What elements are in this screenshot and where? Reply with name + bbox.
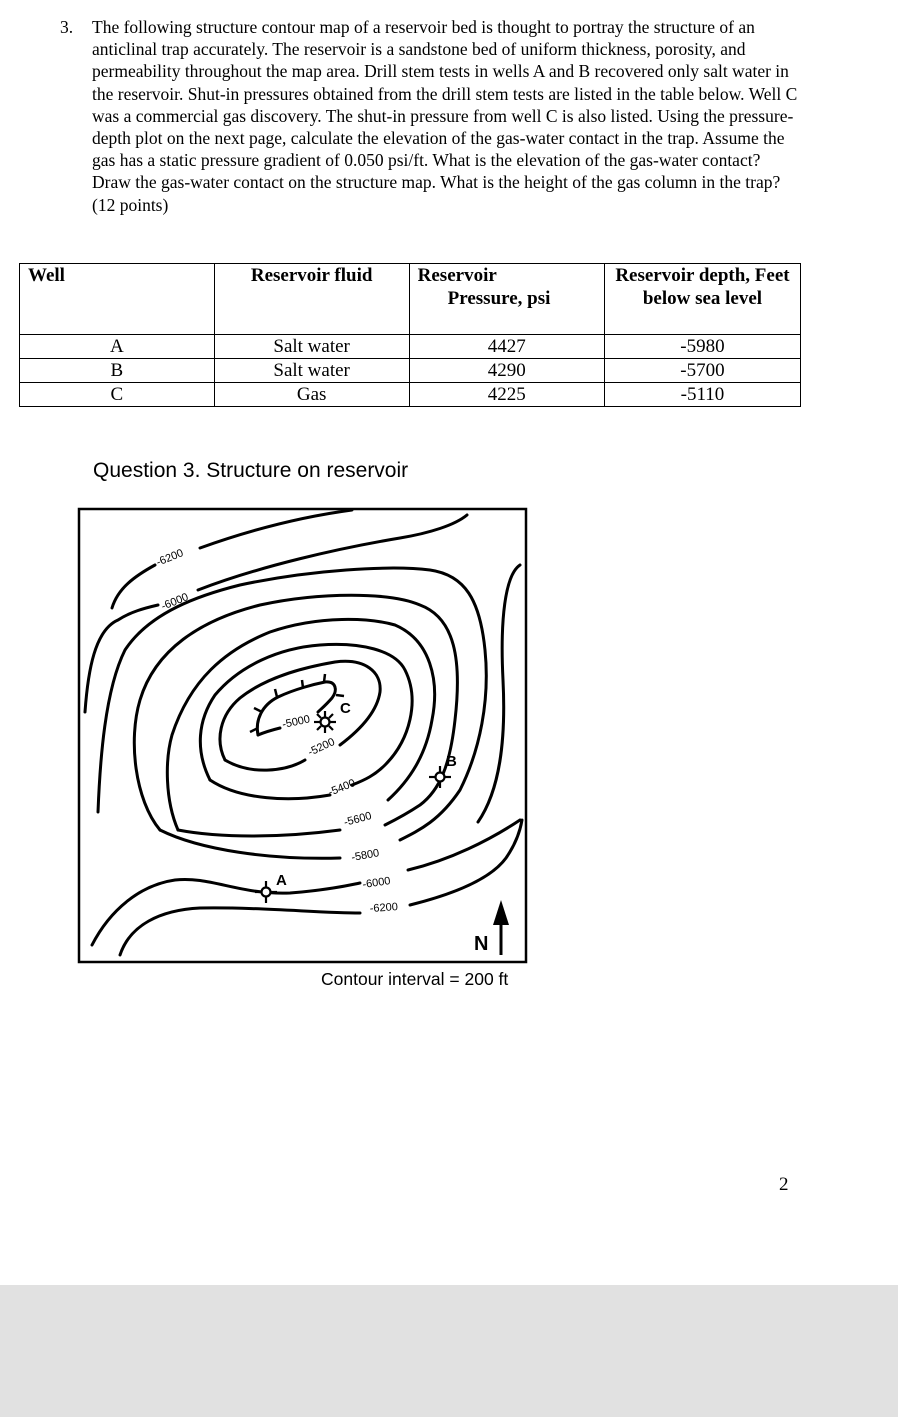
contour-line [258,728,280,735]
cell-fluid: Salt water [214,359,409,383]
contour-line [410,820,522,905]
cell-depth: -5980 [604,335,800,359]
cell-pressure: 4225 [409,383,604,407]
cell-well: B [20,359,215,383]
contour-label: -6000 [159,591,191,613]
contour-line [200,510,352,548]
well-symbol-c [314,711,336,733]
contour-label: -5000 [281,713,312,731]
contour-line [198,515,467,590]
header-pressure-line2: Pressure, psi [447,288,551,309]
question-number: 3. [60,17,74,37]
well-label-a: A [276,872,287,889]
map-frame [79,509,526,962]
well-label-b: B [446,753,457,770]
cell-depth: -5110 [604,383,800,407]
header-pressure [409,264,604,335]
table-header-row [20,264,801,335]
cell-pressure: 4427 [409,335,604,359]
contour-line [178,830,340,836]
contour-label: -5800 [350,847,381,864]
contour-line [120,908,360,955]
header-fluid: Reservoir fluid [214,264,409,335]
cell-pressure: 4290 [409,359,604,383]
contour-label: -5600 [342,810,373,829]
contour-interval-note: Contour interval = 200 ft [321,969,509,989]
well-data-table [19,263,801,407]
contour-label: -5400 [326,777,358,799]
well-symbol-a [255,881,277,903]
contour-line [225,760,305,770]
page-number: 2 [779,1174,789,1195]
cell-well: A [20,335,215,359]
table-row [20,383,801,407]
cell-well: C [20,383,215,407]
structure-contour-map [70,500,540,970]
header-well: Well [20,264,215,335]
contour-line [210,780,330,799]
contour-line [134,595,457,830]
table-row [20,359,801,383]
cell-depth: -5700 [604,359,800,383]
contour-line [220,661,380,760]
question-text: The following structure contour map of a reservoir bed is thought to portray the structure of an anticlinal trap accurately. The reservoir is a sandstone bed of uniform thickness, porosity, and permeability throughout the map area. Drill stem tests in wells A and B recovered only salt water in the reservoir. Shut-in pressures obtained from the drill stem tests are listed in the table below. Well C was a commercial gas discovery. The shut-in pressure from well C is also listed. Using the pressure-depth plot on the next page, calculate the elevation of the gas-water contact in the trap. Assume the gas has a static pressure gradient of 0.050 psi/ft. What is the elevation of the gas-water contact? Draw the gas-water contact on the structure map. What is the height of the gas column in the trap? (12 points) [92,17,798,215]
contour-label: -6200 [369,901,399,915]
table-row [20,335,801,359]
page-footer-band [0,1285,898,1417]
cell-fluid: Gas [214,383,409,407]
cell-fluid: Salt water [214,335,409,359]
contour-label: -5200 [306,735,337,759]
figure-title: Question 3. Structure on reservoir [93,459,409,482]
contour-label: -6200 [154,547,186,569]
contour-label: -6000 [361,875,392,891]
north-label: N [474,933,489,955]
contour-line [112,565,155,608]
header-pressure-line1: Reservoir [417,265,497,286]
header-depth: Reservoir depth, Feet below sea level [604,264,800,335]
well-label-c: C [340,700,351,717]
north-arrow-icon [493,900,509,955]
